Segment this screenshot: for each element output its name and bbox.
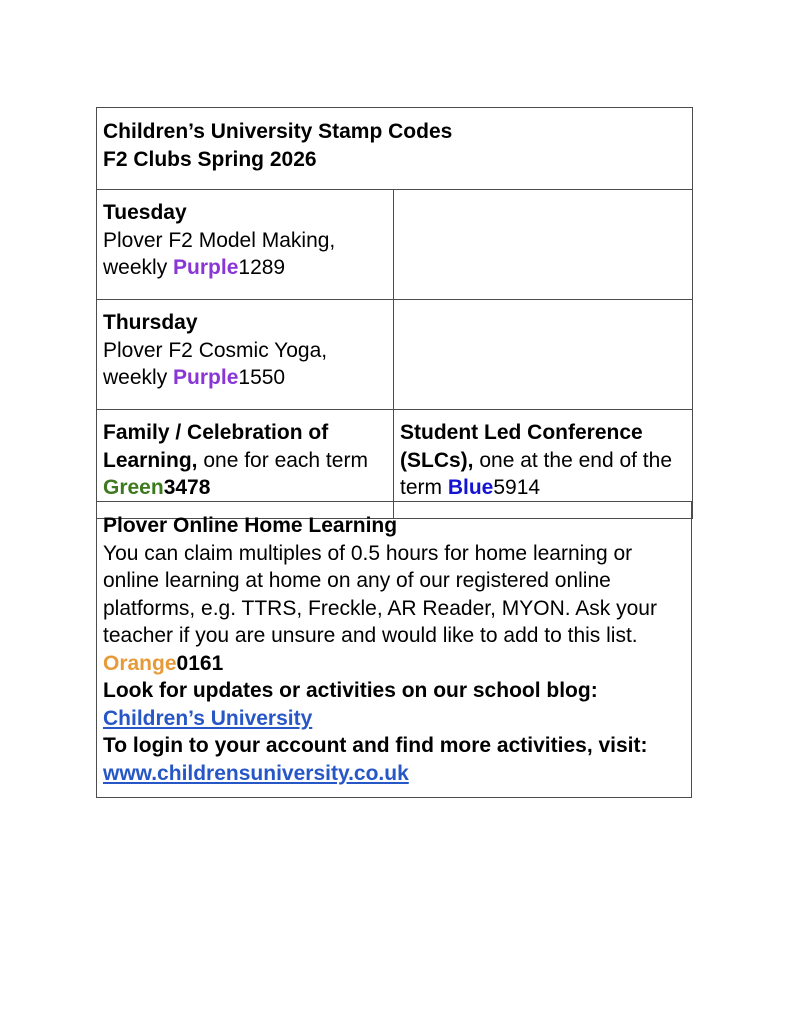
tuesday-club-cell [97, 190, 394, 300]
stamp-colour: Green [103, 476, 164, 499]
login-text: To login to your account and find more activities, visit: [103, 734, 648, 757]
stamp-colour: Purple [173, 366, 239, 389]
club-day: Tuesday [103, 201, 187, 224]
table-header-row [97, 108, 693, 190]
stamp-code: 0161 [176, 651, 224, 675]
stamp-codes-table [96, 107, 693, 519]
stamp-code: 1550 [238, 366, 286, 389]
blog-link[interactable]: Children’s University [103, 706, 313, 730]
empty-cell [394, 300, 693, 410]
stamp-colour: Orange [103, 651, 177, 675]
club-frequency: weekly [103, 256, 174, 279]
blog-text: Look for updates or activities on our school blog: [103, 679, 598, 702]
club-activity: Plover F2 Model Making, [103, 228, 336, 252]
stamp-code: 1289 [238, 256, 286, 279]
table-subtitle: F2 Clubs Spring 2026 [103, 147, 317, 171]
stamp-colour: Blue [447, 476, 494, 499]
website-link[interactable]: www.childrensuniversity.co.uk [103, 761, 409, 785]
table-title: Children’s University Stamp Codes [103, 120, 453, 143]
club-code-line [103, 364, 387, 392]
table-row [97, 190, 693, 300]
family-text: one for each term [197, 448, 368, 472]
slc-text: one at the end of the term [400, 448, 672, 499]
thursday-club-cell [97, 300, 394, 410]
home-learning-table [96, 501, 692, 798]
home-learning-cell [97, 502, 692, 798]
club-day: Thursday [103, 311, 198, 334]
stamp-code: 5914 [493, 476, 541, 499]
club-activity: Plover F2 Cosmic Yoga, [103, 338, 328, 362]
club-code-line [103, 254, 387, 282]
home-learning-body: You can claim multiples of 0.5 hours for home learning or online learning at home on any of our registered online platforms, e.g. TTRS, Freckle, AR Reader, MYON. Ask your teacher if you are unsure and would like to add to this list. [103, 541, 657, 647]
table-title-cell [97, 108, 693, 190]
club-frequency: weekly [103, 366, 174, 389]
table-row [97, 502, 692, 798]
empty-cell [394, 190, 693, 300]
slc-title: Student Led Conference (SLCs), [400, 421, 643, 472]
stamp-colour: Purple [173, 256, 239, 279]
family-title: Family / Celebration of Learning, [103, 421, 329, 472]
stamp-code: 3478 [163, 476, 211, 499]
home-learning-title: Plover Online Home Learning [103, 514, 398, 537]
table-row [97, 300, 693, 410]
